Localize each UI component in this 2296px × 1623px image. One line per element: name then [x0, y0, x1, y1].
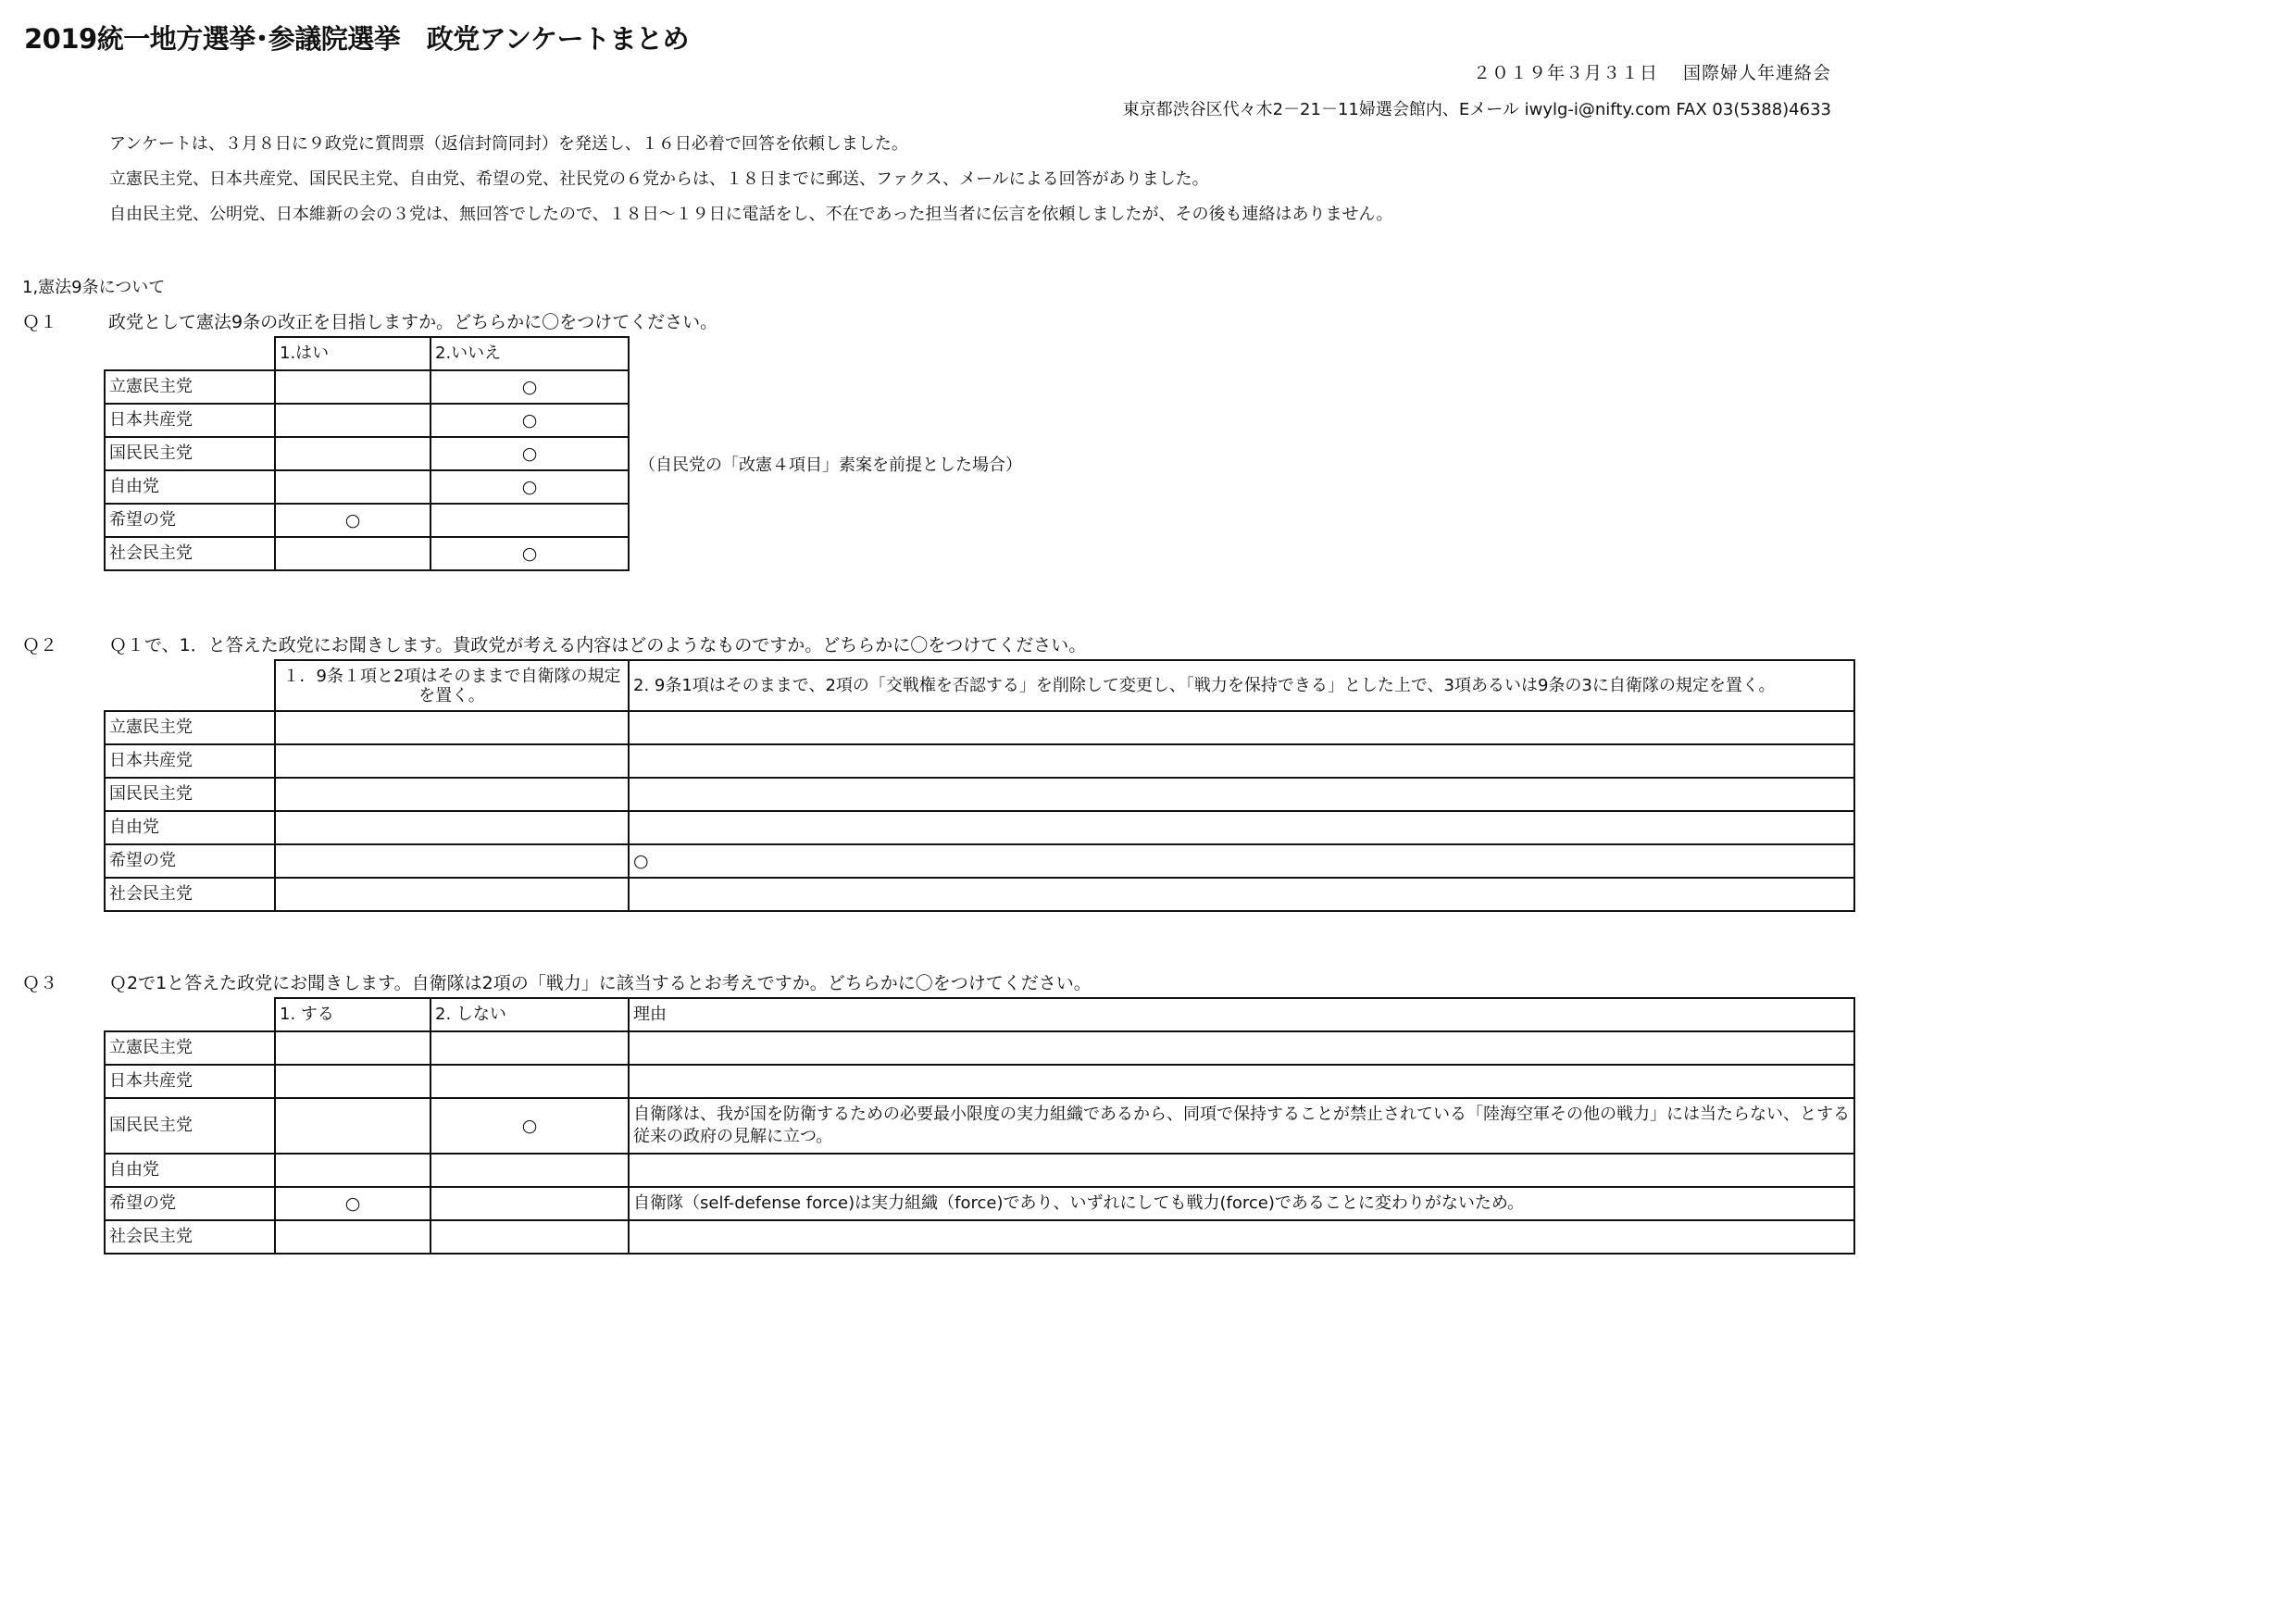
- party-name: 希望の党: [105, 844, 275, 878]
- party-name: 自由党: [105, 470, 275, 504]
- party-name: 日本共産党: [105, 744, 275, 778]
- table-row: [105, 878, 1854, 911]
- answer-option-1: [275, 778, 629, 811]
- date-organization: ２０１９年３月３１日 国際婦人年連絡会: [1472, 63, 1831, 83]
- q3-question: Ｑ2で1と答えた政党にお聞きします。自衛隊は2項の「戦力」に該当するとお考えですか。どちらかに〇をつけてください。: [109, 973, 1092, 993]
- table-row: [105, 744, 1854, 778]
- q1-table: [104, 336, 630, 571]
- table-row: [105, 711, 1854, 744]
- q3-header-row: [105, 998, 1854, 1031]
- party-name: 日本共産党: [105, 404, 275, 437]
- intro-line-2: 立憲民主党、日本共産党、国民民主党、自由党、希望の党、社民党の６党からは、１８日までに郵送、ファクス、メールによる回答がありました。: [109, 169, 1209, 189]
- answer-no: ○: [430, 1098, 629, 1154]
- q3-corner: [105, 998, 275, 1031]
- q2-question: Ｑ１で、1．と答えた政党にお聞きします。貴政党が考える内容はどのようなものですか。どちらかに〇をつけてください。: [109, 635, 1087, 655]
- q2-header-row: [105, 660, 1854, 711]
- table-row: [105, 470, 629, 504]
- q1-question: 政党として憲法9条の改正を目指しますか。どちらかに〇をつけてください。: [108, 312, 718, 332]
- party-name: 立憲民主党: [105, 370, 275, 404]
- answer-reason: 自衛隊は、我が国を防衛するための必要最小限度の実力組織であるから、同項で保持することが禁止されている「陸海空軍その他の戦力」には当たらない、とする従来の政府の見解に立つ。: [629, 1098, 1854, 1154]
- answer-yes: [275, 470, 430, 504]
- table-row: [105, 504, 629, 537]
- party-name: 自由党: [105, 811, 275, 844]
- answer-option-1: [275, 811, 629, 844]
- answer-yes: [275, 404, 430, 437]
- answer-no: [430, 1187, 629, 1220]
- table-row: [105, 1065, 1854, 1098]
- answer-option-1: [275, 844, 629, 878]
- answer-option-2: [629, 711, 1854, 744]
- q2-number: Ｑ２: [22, 635, 58, 655]
- table-row: [105, 1098, 1854, 1154]
- q2-corner: [105, 660, 275, 711]
- answer-no: [430, 504, 629, 537]
- answer-option-1: [275, 878, 629, 911]
- q3-header-no: 2. しない: [430, 998, 629, 1031]
- answer-yes: [275, 537, 430, 570]
- party-name: 希望の党: [105, 1187, 275, 1220]
- table-row: [105, 537, 629, 570]
- answer-no: [430, 1065, 629, 1098]
- party-name: 自由党: [105, 1154, 275, 1187]
- answer-no: [430, 1154, 629, 1187]
- answer-yes: ○: [275, 1187, 430, 1220]
- answer-no: ○: [430, 370, 629, 404]
- party-name: 日本共産党: [105, 1065, 275, 1098]
- answer-no: ○: [430, 470, 629, 504]
- page-title: 2019統一地方選挙･参議院選挙 政党アンケートまとめ: [24, 23, 689, 55]
- answer-reason: [629, 1154, 1854, 1187]
- answer-reason: [629, 1031, 1854, 1065]
- table-row: [105, 370, 629, 404]
- intro-line-1: アンケートは、３月８日に９政党に質問票（返信封筒同封）を発送し、１６日必着で回答を依頼しました。: [109, 134, 908, 154]
- party-name: 立憲民主党: [105, 711, 275, 744]
- answer-yes: [275, 437, 430, 470]
- section-heading: 1,憲法9条について: [22, 278, 166, 297]
- answer-yes: ○: [275, 504, 430, 537]
- q3-number: Ｑ３: [22, 973, 58, 993]
- answer-no: ○: [430, 404, 629, 437]
- party-name: 社会民主党: [105, 1220, 275, 1254]
- answer-no: [430, 1031, 629, 1065]
- q1-header-row: [105, 337, 629, 370]
- contact-address: 東京都渋谷区代々木2－21－11婦選会館内、Eメール iwylg-i@nifty.com FAX 03(5388)4633: [1122, 100, 1831, 119]
- q1-note: （自民党の「改憲４項目」素案を前提とした場合）: [639, 456, 1022, 475]
- answer-yes: [275, 1031, 430, 1065]
- answer-yes: [275, 1220, 430, 1254]
- intro-line-3: 自由民主党、公明党、日本維新の会の３党は、無回答でしたので、１８日～１９日に電話をし、不在であった担当者に伝言を依頼しましたが、その後も連絡はありません。: [109, 205, 1393, 224]
- table-row: [105, 437, 629, 470]
- q2-header-option-1: １．9条１項と2項はそのままで自衛隊の規定を置く。: [275, 660, 629, 711]
- answer-option-1: [275, 744, 629, 778]
- answer-no: ○: [430, 437, 629, 470]
- answer-yes: [275, 370, 430, 404]
- table-row: [105, 404, 629, 437]
- table-row: [105, 1031, 1854, 1065]
- table-row: [105, 1154, 1854, 1187]
- answer-yes: [275, 1098, 430, 1154]
- party-name: 立憲民主党: [105, 1031, 275, 1065]
- table-row: [105, 1220, 1854, 1254]
- answer-reason: 自衛隊（self-defense force)は実力組織（force)であり、いずれにしても戦力(force)であることに変わりがないため。: [629, 1187, 1854, 1220]
- party-name: 国民民主党: [105, 437, 275, 470]
- answer-option-2: [629, 811, 1854, 844]
- answer-no: ○: [430, 537, 629, 570]
- answer-yes: [275, 1154, 430, 1187]
- q2-table: [104, 659, 1855, 912]
- q1-corner: [105, 337, 275, 370]
- party-name: 国民民主党: [105, 1098, 275, 1154]
- answer-reason: [629, 1065, 1854, 1098]
- answer-option-2: ○: [629, 844, 1854, 878]
- q3-table: [104, 997, 1855, 1255]
- q2-header-option-2: 2. 9条1項はそのままで、2項の「交戦権を否認する」を削除して変更し、「戦力を保持できる」とした上で、3項あるいは9条の3に自衛隊の規定を置く。: [629, 660, 1854, 711]
- q3-header-reason: 理由: [629, 998, 1854, 1031]
- table-row: [105, 844, 1854, 878]
- party-name: 希望の党: [105, 504, 275, 537]
- answer-yes: [275, 1065, 430, 1098]
- q3-header-yes: 1. する: [275, 998, 430, 1031]
- answer-option-2: [629, 744, 1854, 778]
- party-name: 国民民主党: [105, 778, 275, 811]
- q1-number: Ｑ１: [22, 312, 58, 332]
- answer-option-2: [629, 778, 1854, 811]
- answer-no: [430, 1220, 629, 1254]
- answer-option-1: [275, 711, 629, 744]
- party-name: 社会民主党: [105, 878, 275, 911]
- table-row: [105, 811, 1854, 844]
- answer-option-2: [629, 878, 1854, 911]
- table-row: [105, 778, 1854, 811]
- q1-header-yes: 1.はい: [275, 337, 430, 370]
- q1-header-no: 2.いいえ: [430, 337, 629, 370]
- answer-reason: [629, 1220, 1854, 1254]
- table-row: [105, 1187, 1854, 1220]
- party-name: 社会民主党: [105, 537, 275, 570]
